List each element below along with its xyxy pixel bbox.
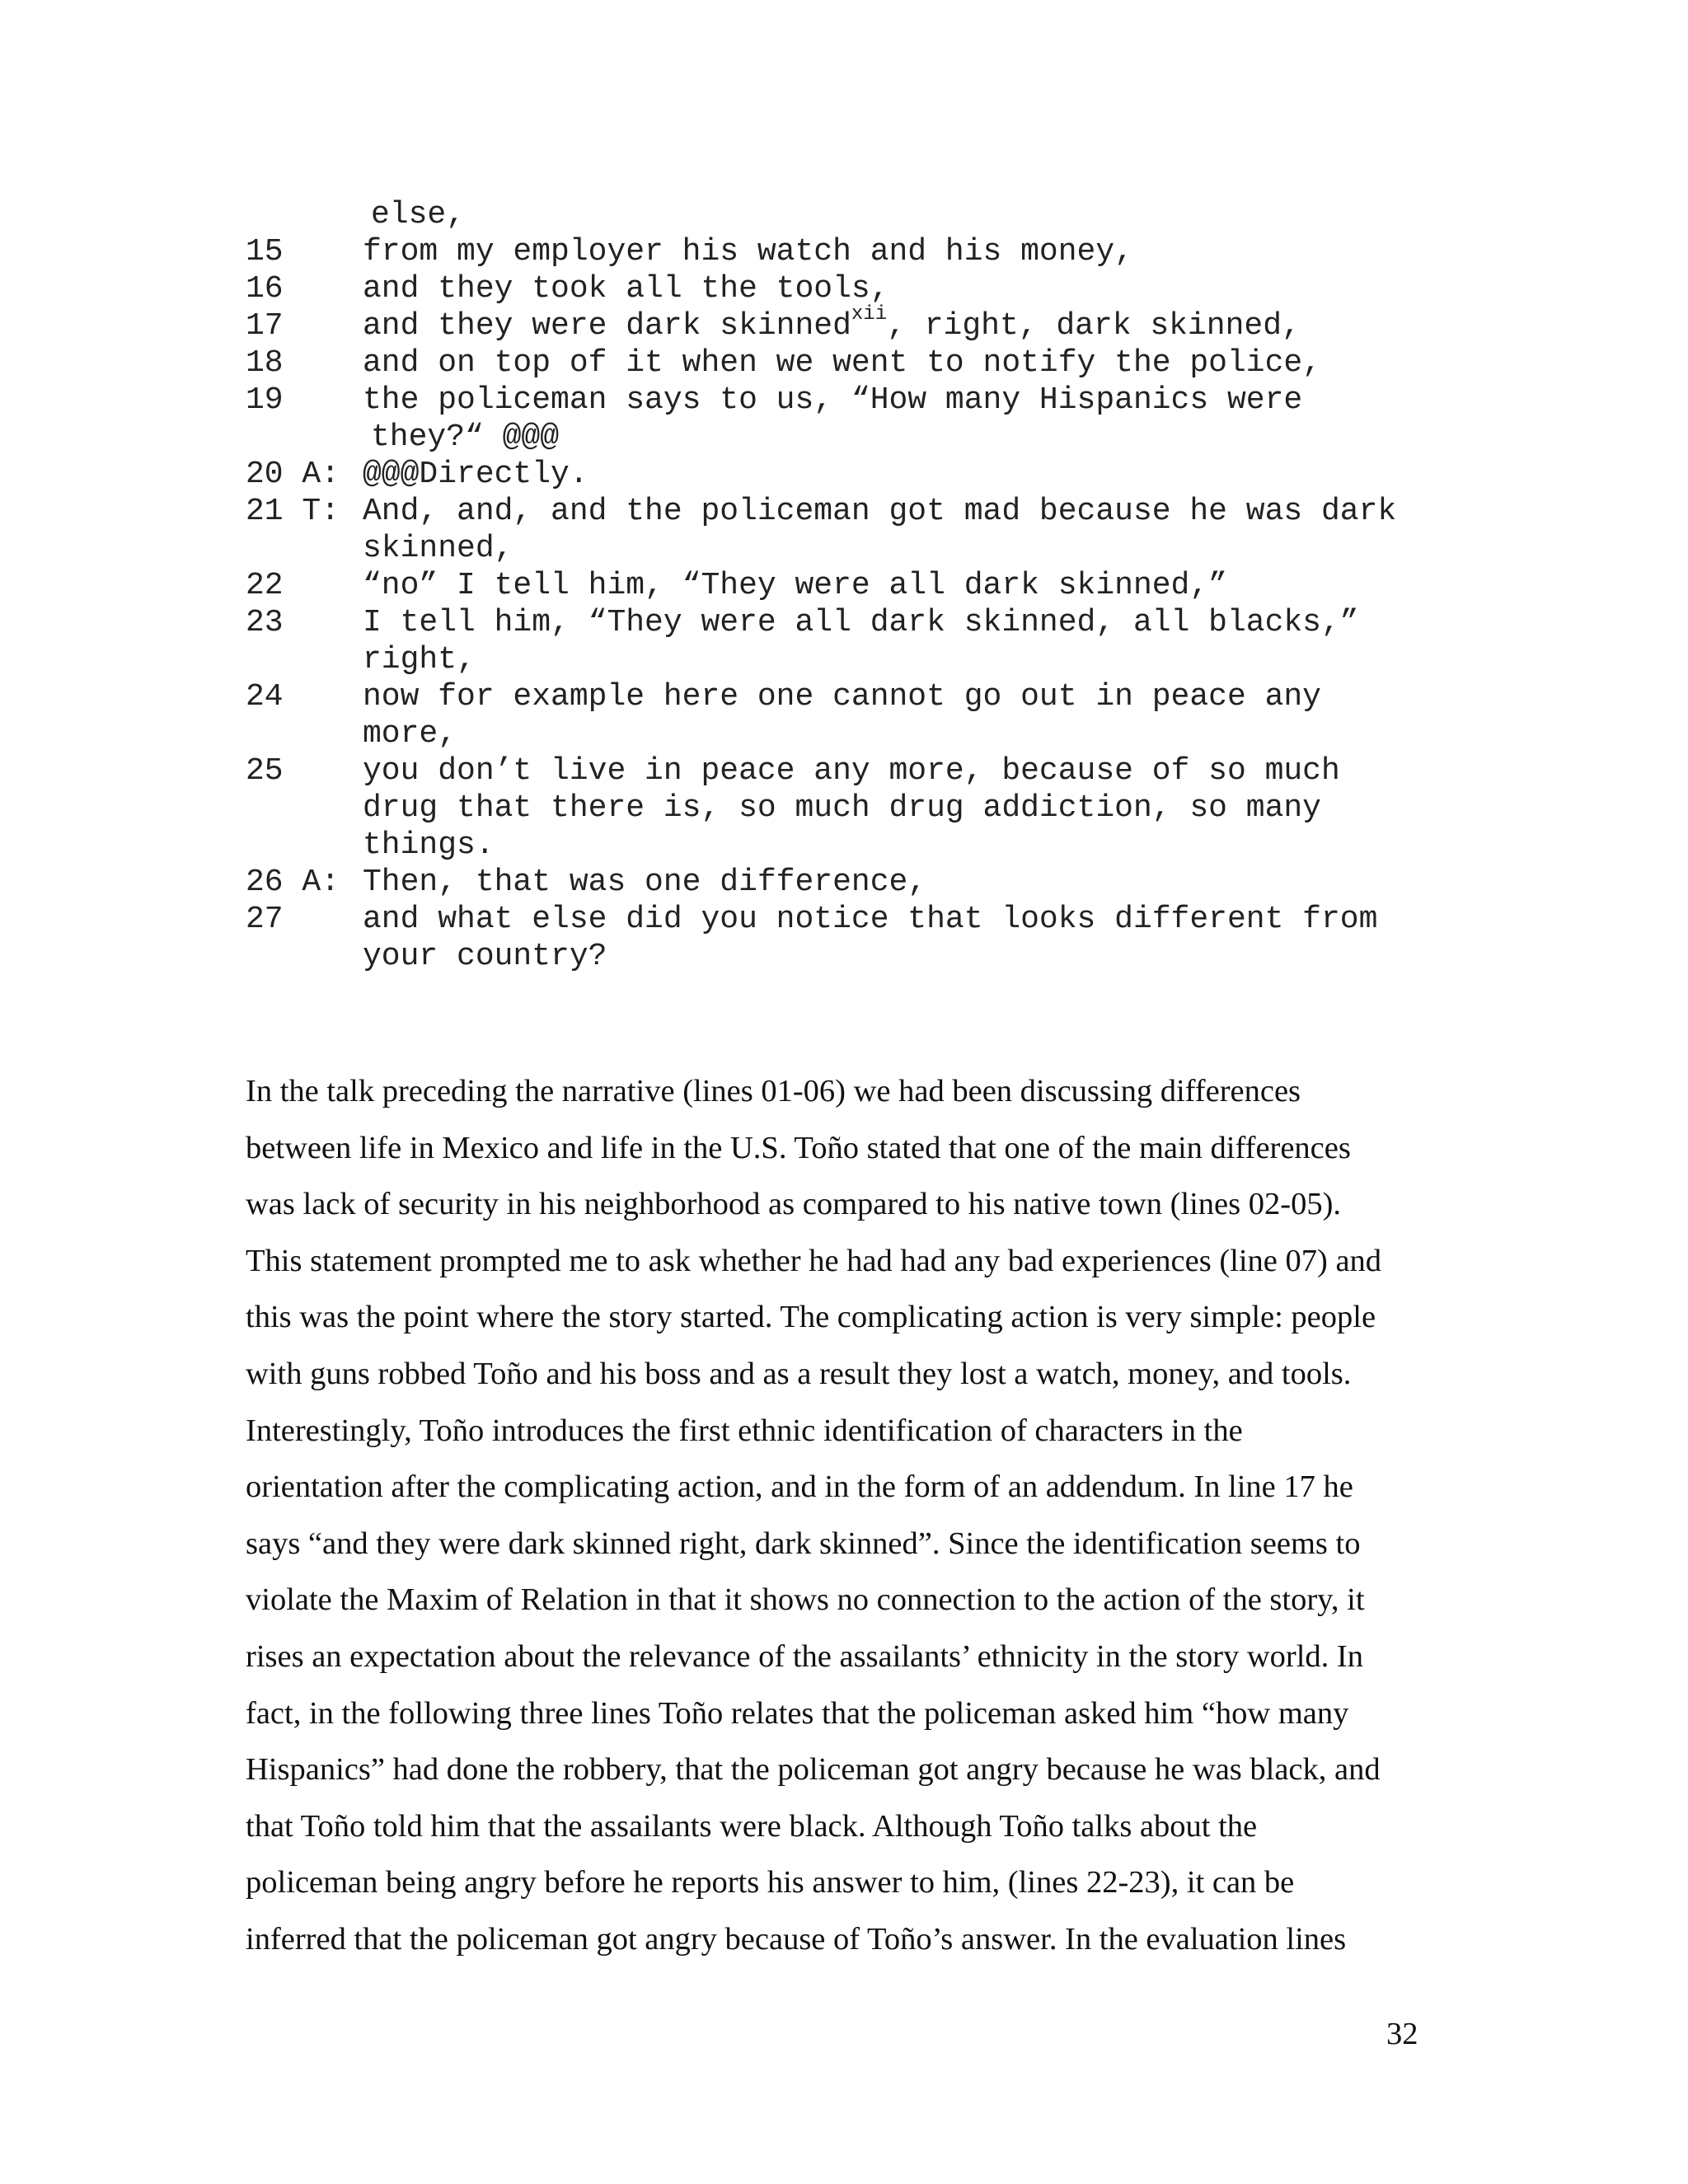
paragraph-line: orientation after the complicating action, and in the form of an addendum. In line 17 he bbox=[246, 1469, 1353, 1505]
utterance-text bbox=[363, 567, 1227, 604]
utterance-segment: drug that there is, so much drug addiction, so many bbox=[363, 790, 1321, 826]
line-continuation bbox=[363, 790, 1321, 827]
transcript-line bbox=[246, 530, 1482, 567]
transcript-line bbox=[246, 303, 1482, 344]
transcript-line bbox=[246, 715, 1482, 752]
paragraph-line: this was the point where the story started. The complicating action is very simple: people bbox=[246, 1300, 1376, 1335]
transcript-line bbox=[246, 790, 1482, 827]
transcript-line bbox=[246, 382, 1482, 419]
transcript-line bbox=[246, 493, 1482, 530]
utterance-segment: Then, that was one difference, bbox=[363, 865, 927, 900]
utterance-segment: @@@Directly. bbox=[363, 457, 588, 492]
utterance-segment: else, bbox=[371, 197, 466, 232]
page-number: 32 bbox=[1386, 2017, 1418, 2051]
utterance-segment: now for example here one cannot go out in peace any bbox=[363, 679, 1321, 715]
utterance-text bbox=[363, 752, 1340, 790]
utterance-text bbox=[363, 604, 1359, 641]
utterance-segment: right, bbox=[363, 642, 476, 677]
line-number: 17 bbox=[246, 308, 284, 344]
line-continuation bbox=[363, 530, 513, 567]
transcript-line bbox=[246, 233, 1482, 270]
utterance-segment: and on top of it when we went to notify the police, bbox=[363, 345, 1321, 381]
paragraph-line: violate the Maxim of Relation in that it shows no connection to the action of the story, it bbox=[246, 1582, 1365, 1618]
paragraph-line: policeman being angry before he reports his answer to him, (lines 22-23), it can be bbox=[246, 1865, 1295, 1900]
utterance-segment: I tell him, “They were all dark skinned, all blacks,” bbox=[363, 605, 1359, 640]
transcript-line bbox=[246, 567, 1482, 604]
transcript-line bbox=[246, 419, 1482, 456]
paragraph-line: Interestingly, Toño introduces the first ethnic identification of characters in the bbox=[246, 1413, 1243, 1448]
utterance-segment: the policeman says to us, “How many Hispanics were bbox=[363, 382, 1303, 418]
line-continuation bbox=[371, 196, 465, 233]
line-continuation bbox=[363, 641, 476, 678]
paragraph-line: that Toño told him that the assailants were black. Although Toño talks about the bbox=[246, 1808, 1258, 1844]
paragraph-line: between life in Mexico and life in the U.S. Toño stated that one of the main differences bbox=[246, 1130, 1351, 1165]
transcript-line bbox=[246, 344, 1482, 382]
utterance-segment: “no” I tell him, “They were all dark skinned,” bbox=[363, 568, 1227, 603]
line-number: 25 bbox=[246, 753, 284, 789]
utterance-text bbox=[363, 901, 1377, 938]
transcript-line bbox=[246, 827, 1482, 864]
line-number: 20 A: bbox=[246, 457, 340, 492]
transcript-line bbox=[246, 864, 1482, 901]
transcript-line bbox=[246, 270, 1482, 307]
transcript-line bbox=[246, 641, 1482, 678]
interview-transcript bbox=[246, 196, 1482, 975]
utterance-segment: more, bbox=[363, 716, 457, 752]
utterance-text bbox=[363, 303, 1301, 344]
transcript-line bbox=[246, 196, 1482, 233]
line-number: 18 bbox=[246, 345, 284, 381]
utterance-text bbox=[363, 270, 889, 307]
line-number: 15 bbox=[246, 234, 284, 269]
paragraph-line: says “and they were dark skinned right, dark skinned”. Since the identification seems to bbox=[246, 1526, 1361, 1561]
transcript-line bbox=[246, 901, 1482, 938]
utterance-segment: skinned, bbox=[363, 531, 513, 566]
line-continuation bbox=[363, 827, 495, 864]
transcript-line bbox=[246, 752, 1482, 790]
line-number: 21 T: bbox=[246, 494, 340, 529]
transcript-line bbox=[246, 678, 1482, 715]
utterance-segment: things. bbox=[363, 827, 495, 863]
utterance-text bbox=[363, 493, 1396, 530]
utterance-segment: And, and, and the policeman got mad because he was dark bbox=[363, 494, 1397, 529]
utterance-segment: your country? bbox=[363, 939, 607, 974]
line-continuation bbox=[363, 715, 457, 752]
line-number: 19 bbox=[246, 382, 284, 418]
utterance-segment: and what else did you notice that looks different from bbox=[363, 902, 1378, 937]
paragraph-line: In the talk preceding the narrative (lines 01-06) we had been discussing differences bbox=[246, 1074, 1301, 1108]
line-continuation bbox=[363, 938, 607, 975]
paragraph-line: inferred that the policeman got angry because of Toño’s answer. In the evaluation lines bbox=[246, 1921, 1347, 1957]
line-number: 27 bbox=[246, 902, 284, 937]
transcript-line bbox=[246, 456, 1482, 493]
utterance-text bbox=[363, 678, 1321, 715]
utterance-text bbox=[363, 456, 588, 493]
utterance-text bbox=[363, 344, 1321, 382]
transcript-line bbox=[246, 938, 1482, 975]
endnote-marker: xii bbox=[851, 303, 888, 326]
paragraph-line: was lack of security in his neighborhood as compared to his native town (lines 02-05). bbox=[246, 1187, 1342, 1222]
paragraph-line: Hispanics” had done the robbery, that the policeman got angry because he was black, and bbox=[246, 1752, 1381, 1788]
utterance-segment: you don’t live in peace any more, because of so much bbox=[363, 753, 1340, 789]
line-number: 26 A: bbox=[246, 865, 340, 900]
utterance-text bbox=[363, 864, 926, 901]
line-number: 23 bbox=[246, 605, 284, 640]
utterance-segment: from my employer his watch and his money, bbox=[363, 234, 1133, 269]
utterance-segment: they?“ @@@ bbox=[371, 419, 560, 455]
paragraph-line: rises an expectation about the relevance of the assailants’ ethnicity in the story world. In bbox=[246, 1638, 1363, 1674]
line-continuation bbox=[371, 419, 559, 456]
analysis-paragraph bbox=[246, 1063, 1449, 1968]
utterance-text bbox=[363, 233, 1133, 270]
paragraph-line: This statement prompted me to ask whether he had had any bad experiences (line 07) and bbox=[246, 1243, 1382, 1278]
utterance-segment: , right, dark skinned, bbox=[887, 308, 1301, 344]
transcript-line bbox=[246, 604, 1482, 641]
paragraph-line: fact, in the following three lines Toño relates that the policeman asked him “how many bbox=[246, 1695, 1349, 1731]
utterance-segment: and they took all the tools, bbox=[363, 271, 889, 307]
paragraph-line: with guns robbed Toño and his boss and as a result they lost a watch, money, and tools. bbox=[246, 1356, 1352, 1391]
utterance-segment: and they were dark skinned bbox=[363, 308, 851, 344]
line-number: 16 bbox=[246, 271, 284, 307]
line-number: 22 bbox=[246, 568, 284, 603]
utterance-text bbox=[363, 382, 1302, 419]
line-number: 24 bbox=[246, 679, 284, 715]
